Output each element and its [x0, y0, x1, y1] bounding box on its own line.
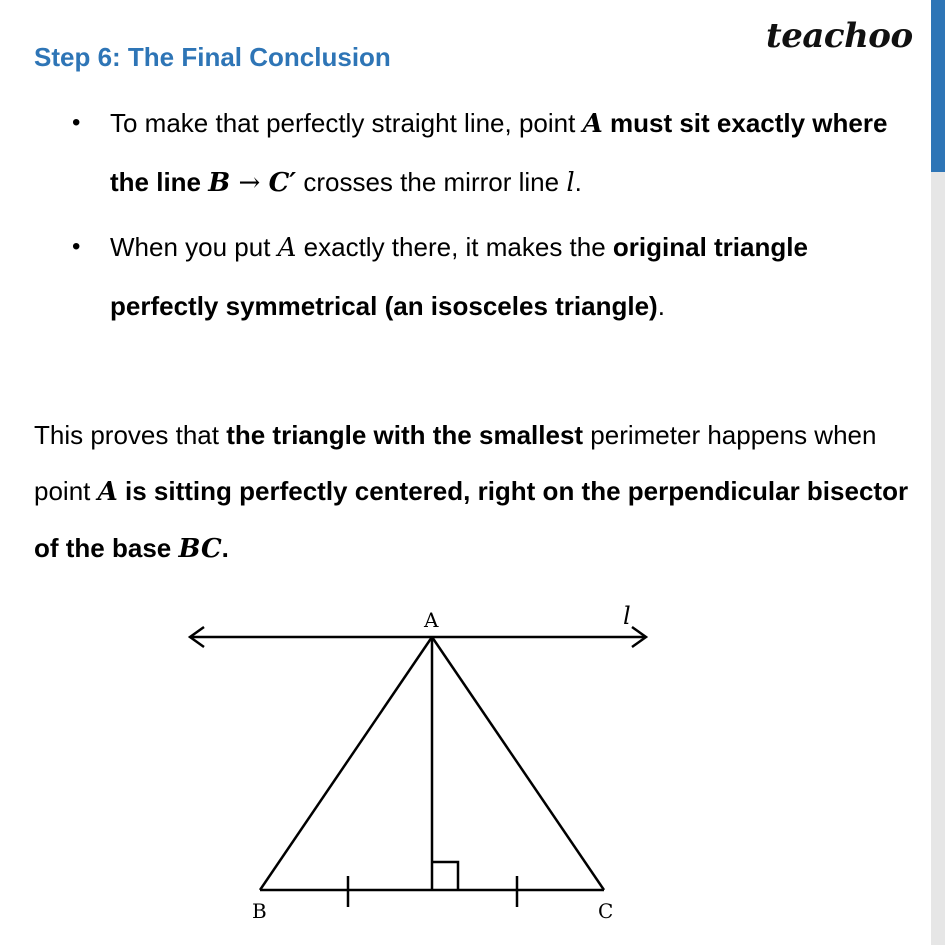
label-a: A: [424, 608, 439, 632]
bullet-1-math-a: A: [582, 109, 603, 139]
conclusion-bold-1: the triangle with the smallest: [226, 420, 584, 450]
bullet-2-text-1: When you put: [110, 232, 278, 262]
bullet-item-2: [70, 218, 900, 335]
conclusion-text-1: This proves that: [34, 420, 227, 450]
label-l: l: [623, 602, 631, 630]
bullet-2-text-3: .: [657, 291, 665, 321]
bullet-item-1: [70, 94, 900, 212]
side-ac: [432, 637, 604, 890]
bullet-list: [70, 94, 900, 341]
conclusion-bold-3: .: [221, 533, 229, 563]
conclusion-bold-2: is sitting perfectly centered, right on the perpendicular bisector of the base: [34, 476, 909, 563]
label-c: C: [598, 899, 614, 923]
bullet-1-text-1: To make that perfectly straight line, point: [110, 108, 583, 138]
right-edge-accent: [931, 0, 945, 172]
teachoo-logo: teachoo: [766, 16, 913, 56]
bullet-1-math-l: l: [566, 168, 575, 198]
conclusion-paragraph: [34, 407, 914, 577]
label-b: B: [252, 899, 267, 923]
bullet-1-text-3: .: [574, 167, 582, 197]
bullet-1-bold: must sit exactly where the line: [110, 108, 888, 197]
bullet-1-arrow: →: [230, 168, 269, 198]
bullet-2-bold: original triangle perfectly symmetrical (an isosceles triangle): [110, 232, 808, 321]
right-angle-marker: [432, 862, 458, 890]
conclusion-math-a: A: [97, 477, 118, 507]
bullet-2-math-a: A: [277, 233, 297, 263]
conclusion-math-bc: BC: [178, 534, 222, 564]
step-heading: Step 6: The Final Conclusion: [34, 42, 391, 72]
bullet-dot: •: [72, 109, 81, 136]
isosceles-triangle-diagram: [180, 600, 670, 930]
side-ab: [260, 637, 432, 890]
bullet-1-text-2: crosses the mirror line: [296, 167, 567, 197]
bullet-dot: •: [72, 233, 81, 260]
bullet-1-math-c-prime: C′: [268, 168, 297, 198]
bullet-1-math-b: B: [208, 168, 231, 198]
conclusion-text-2: perimeter happens when point: [34, 420, 877, 506]
bullet-2-text-2: exactly there, it makes the: [296, 232, 613, 262]
